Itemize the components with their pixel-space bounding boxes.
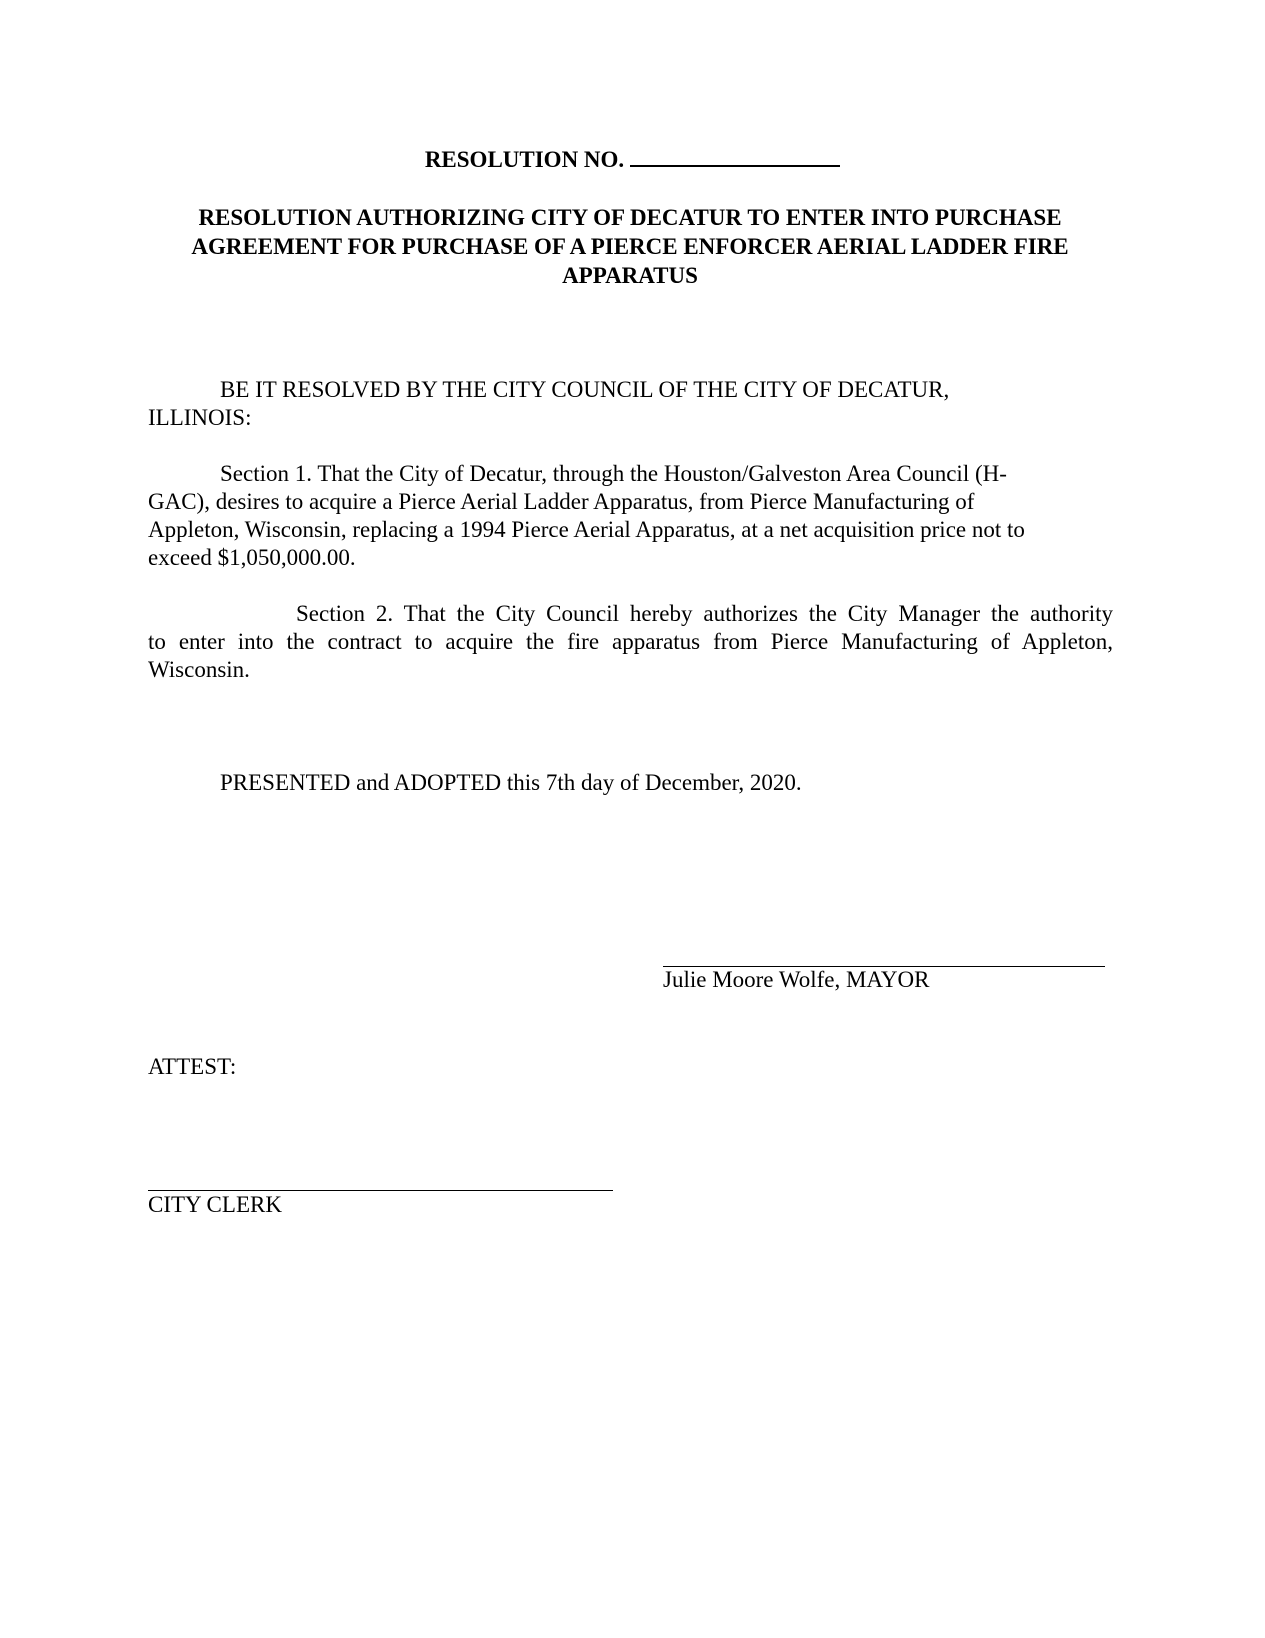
- resolution-number-title: [0, 145, 1265, 174]
- attest-label: ATTEST:: [148, 1054, 237, 1079]
- resolved-line-2: ILLINOIS:: [148, 405, 252, 430]
- section-2-line-2: to enter into the contract to acquire the fire apparatus from Pierce Manufacturing of Appleton,: [148, 629, 1113, 654]
- section-1-line-2: GAC), desires to acquire a Pierce Aerial Ladder Apparatus, from Pierce Manufacturing of: [148, 489, 975, 514]
- clerk-signature-label: CITY CLERK: [148, 1192, 282, 1217]
- resolution-number-blank: [630, 145, 840, 167]
- adopted-statement: PRESENTED and ADOPTED this 7th day of December, 2020.: [220, 770, 802, 795]
- section-1-line-1: Section 1. That the City of Decatur, through the Houston/Galveston Area Council (H-: [220, 461, 1007, 486]
- resolved-paragraph: [148, 376, 1128, 432]
- section-1-line-4: exceed $1,050,000.00.: [148, 545, 356, 570]
- section-2-paragraph: [148, 600, 1113, 684]
- section-2-line-1: Section 2. That the City Council hereby authorizes the City Manager the authority: [296, 601, 1113, 626]
- section-1-paragraph: [148, 460, 1108, 572]
- resolution-heading: RESOLUTION AUTHORIZING CITY OF DECATUR TO ENTER INTO PURCHASE AGREEMENT FOR PURCHASE OF A PIERCE ENFORCER AERIAL LADDER FIRE APPARATUS: [191, 205, 1069, 288]
- resolution-number-label: RESOLUTION NO.: [424, 147, 625, 172]
- mayor-signature-label: Julie Moore Wolfe, MAYOR: [663, 967, 930, 992]
- resolved-line-1: BE IT RESOLVED BY THE CITY COUNCIL OF THE CITY OF DECATUR,: [220, 377, 950, 402]
- section-1-line-3: Appleton, Wisconsin, replacing a 1994 Pierce Aerial Apparatus, at a net acquisition price not to: [148, 517, 1025, 542]
- section-2-line-3: Wisconsin.: [148, 657, 250, 682]
